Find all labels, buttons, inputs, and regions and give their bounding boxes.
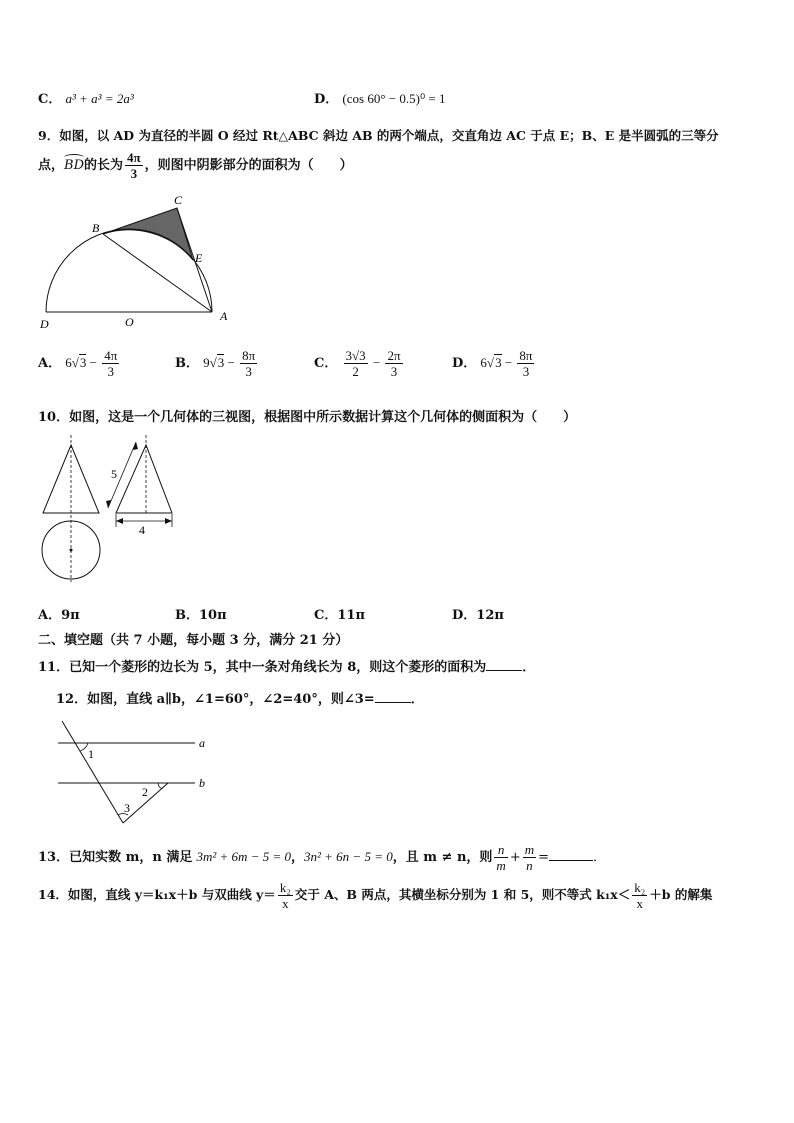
angle-1-arc xyxy=(80,743,88,751)
option-letter: B． xyxy=(175,356,199,371)
equation-2: 3n² + 6n − 5 = 0 xyxy=(304,849,393,864)
option-letter: D． xyxy=(452,356,477,371)
option-expression: a³ + a³ = 2a³ xyxy=(65,91,134,106)
option-fraction: $\frac{4\pi}{3}$ xyxy=(104,348,118,379)
q13-sep: ， xyxy=(291,850,305,865)
option-expression: 6√3 − xyxy=(65,355,101,370)
answer-blank xyxy=(375,691,411,703)
q10-option-d: D．12π xyxy=(452,608,504,623)
fraction-k2-over-x: $\frac{\text{k₂}}{x}$ xyxy=(634,880,646,911)
arc-length-fraction: $\frac{4\pi}{3}$ xyxy=(127,150,141,181)
q12: 12．如图，直线 a∥b，∠1=60°，∠2=40°，则∠3= ． xyxy=(56,692,424,707)
label-1: 1 xyxy=(88,747,94,761)
q14 xyxy=(38,880,712,911)
q9-line2 xyxy=(38,150,353,181)
option-fraction: $\frac{2\pi}{3}$ xyxy=(387,348,401,379)
q9-option-d xyxy=(452,348,536,379)
answer-blank xyxy=(486,659,522,671)
label-e: E xyxy=(195,251,203,265)
q8-option-c xyxy=(38,88,134,107)
option-fraction: $\frac{8\pi}{3}$ xyxy=(519,348,533,379)
equals-sign: = xyxy=(538,850,550,865)
q10-text: 10．如图，这是一个几何体的三视图，根据图中所示数据计算这个几何体的侧面积为（ ） xyxy=(38,410,577,425)
q10-option-c: C．11π xyxy=(314,608,365,623)
q10-option-b: B．10π xyxy=(175,608,227,623)
q14-text: 14．如图，直线 y＝k₁x＋b 与双曲线 y＝ xyxy=(38,887,276,902)
q9-semicircle-figure xyxy=(30,190,240,335)
q9-text: 点， xyxy=(38,158,65,173)
q8-option-d xyxy=(314,88,445,107)
option-letter: C． xyxy=(314,356,338,371)
equation-1: 3m² + 6m − 5 = 0 xyxy=(196,849,291,864)
fraction-m-over-n: $\frac{m}{n}$ xyxy=(524,842,535,873)
transversal-left xyxy=(62,721,123,823)
side-view-triangle xyxy=(116,445,172,513)
option-letter: D． xyxy=(314,92,339,107)
q13-condition: ，且 m ≠ n，则 xyxy=(392,850,493,865)
option-fraction: $\frac{8\pi}{3}$ xyxy=(242,348,256,379)
angle-2-arc xyxy=(158,783,163,788)
q11: 11．已知一个菱形的边长为 5，其中一条对角线长为 8，则这个菱形的面积为 ． xyxy=(38,660,536,675)
label-a: A xyxy=(220,309,228,323)
q9-option-c: C． $\frac{3√3}{2}$ − $\frac{2\pi}{3}$ xyxy=(314,348,401,379)
label-b: B xyxy=(92,221,100,235)
segment-ab xyxy=(103,234,212,312)
q11-text: 11．已知一个菱形的边长为 5，其中一条对角线长为 8，则这个菱形的面积为 xyxy=(38,660,487,675)
q10-three-view-figure xyxy=(36,430,186,590)
q12-parallel-lines-figure xyxy=(52,716,217,828)
q9-option-a xyxy=(38,348,121,379)
q9-text: ，则图中阴影部分的面积为（ ） xyxy=(144,158,353,173)
label-4: 4 xyxy=(139,523,145,537)
label-b: b xyxy=(199,776,205,790)
fraction-k2-over-x: $\frac{\text{k₂}}{x}$ xyxy=(279,880,291,911)
q9-option-b xyxy=(175,348,259,379)
center-dot xyxy=(70,549,73,552)
option-expression: (cos 60° − 0.5)⁰ = 1 xyxy=(342,91,446,106)
label-3: 3 xyxy=(124,801,130,815)
option-expression: 9√3 − xyxy=(203,355,239,370)
option-letter: C． xyxy=(38,92,62,107)
q13-text: 13．已知实数 m，n 满足 xyxy=(38,850,193,865)
section-heading: 二、填空题（共 7 小题，每小题 3 分，满分 21 分） xyxy=(38,633,349,648)
option-expression: 6√3 − xyxy=(480,355,516,370)
width-arrow-right xyxy=(165,518,172,524)
width-arrow-left xyxy=(116,518,123,524)
q9-text: 的长为 xyxy=(84,158,124,173)
label-c: C xyxy=(174,193,183,207)
option-letter: A． xyxy=(38,356,62,371)
q12-text: 12．如图，直线 a∥b，∠1=60°，∠2=40°，则∠3= xyxy=(56,692,375,707)
q14-text: ＋b 的解集 xyxy=(649,887,713,902)
q13: 13．已知实数 m，n 满足 3m² + 6m − 5 = 0，3n² + 6n − 5 = 0，且 m ≠ n，则 $\frac{n}{m}$ + $\frac{m}{n}$ = ． xyxy=(38,842,607,873)
q14-text: 交于 A、B 两点，其横坐标分别为 1 和 5，则不等式 k₁x＜ xyxy=(294,887,631,902)
q10-option-a: A．9π xyxy=(38,608,80,623)
q9-line1: 9．如图，以 AD 为直径的半圆 O 经过 Rt△ABC 斜边 AB 的两个端点，交直角边 AC 于点 E；B、E 是半圆弧的三等分 xyxy=(38,128,719,143)
label-5: 5 xyxy=(111,467,117,481)
answer-blank xyxy=(549,849,593,861)
option-fraction: $\frac{3√3}{2}$ xyxy=(345,348,366,379)
label-2: 2 xyxy=(142,785,148,799)
fraction-n-over-m: $\frac{n}{m}$ xyxy=(496,842,506,873)
label-a: a xyxy=(199,736,205,750)
label-d: D xyxy=(40,317,49,331)
label-o: O xyxy=(125,315,134,329)
arc-bd-label: BD xyxy=(64,158,84,173)
